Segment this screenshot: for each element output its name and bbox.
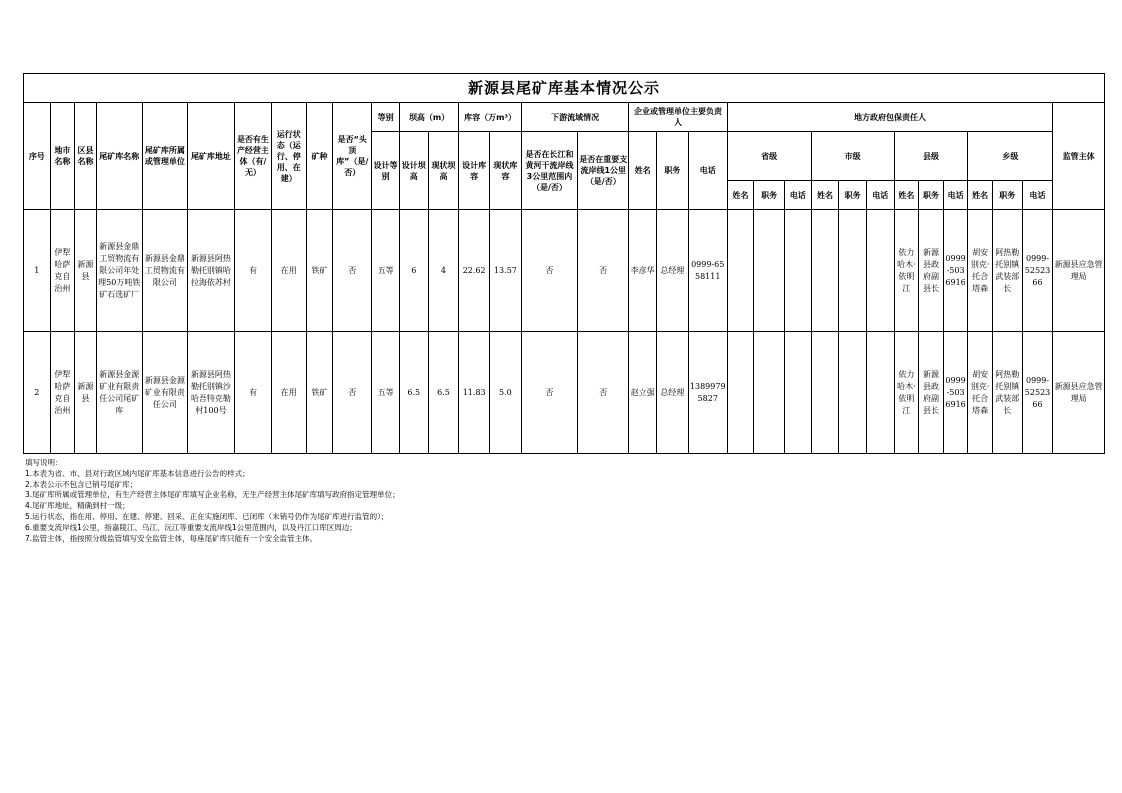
cell-design-capacity: 11.83 [459,332,490,454]
cell-township-title: 阿热勒托别镇武装部长 [992,332,1022,454]
table-title: 新源县尾矿库基本情况公示 [24,74,1105,103]
header-county-level: 县级 [894,132,968,181]
cell-township-title: 阿热勒托别镇武装部长 [992,210,1022,332]
note-line: 7.监管主体，指按照分级监管填写安全监管主体，每座尾矿库只能有一个安全监管主体。 [25,533,318,543]
cell-county: 新源县 [75,332,97,454]
cell-province-name [727,210,754,332]
cell-design-capacity: 22.62 [459,210,490,332]
cell-current-height: 4 [428,210,459,332]
header-township-phone: 电话 [1022,181,1053,210]
cell-township-phone: 0999-5252366 [1022,332,1053,454]
cell-supervisor: 新源县应急管理局 [1053,332,1105,454]
header-has-entity: 是否有生产经营主体（有/无） [235,103,272,210]
header-seq: 序号 [24,103,51,210]
note-line: 6.重要支流岸线1公里，指嘉陵江、乌江、沅江等重要支流岸线1公里范围内，以及丹江口库区周边； [25,522,357,532]
note-line: 2.本表公示不包含已销号尾矿库； [25,479,138,489]
header-county: 区县名称 [75,103,97,210]
cell-status: 在用 [271,332,306,454]
cell-city-name [811,210,839,332]
cell-company-name: 李彦华 [629,210,657,332]
header-city-level: 市级 [811,132,894,181]
header-capacity-group: 库容（万m³） [459,103,521,132]
cell-current-capacity: 5.0 [490,332,522,454]
table-row [24,210,1105,332]
cell-design-height: 6.5 [399,332,428,454]
header-gov-group: 地方政府包保责任人 [727,103,1053,132]
cell-mineral: 铁矿 [306,210,333,332]
cell-county-title: 新源县政府副县长 [919,210,944,332]
header-current-capacity: 现状库容 [490,132,522,210]
cell-province-phone [785,332,812,454]
header-grade: 设计等别 [372,132,400,210]
cell-seq: 1 [24,210,51,332]
cell-township-name: 胡安别克·托合塔森 [968,332,993,454]
cell-tributary: 否 [578,332,629,454]
cell-city-phone [866,332,894,454]
cell-has-entity: 有 [235,210,272,332]
header-province: 省级 [727,132,811,181]
cell-township-phone: 0999-5252366 [1022,210,1053,332]
cell-township-name: 胡安别克·托合塔森 [968,210,993,332]
header-company-phone: 电话 [688,132,727,210]
cell-head-dam: 否 [333,210,372,332]
header-township: 乡级 [968,132,1053,181]
note-line: 1.本表为省、市、县对行政区域内尾矿库基本信息进行公告的样式； [25,468,250,478]
header-design-capacity: 设计库容 [459,132,490,210]
cell-tributary: 否 [578,210,629,332]
cell-county: 新源县 [75,210,97,332]
header-mineral: 矿种 [306,103,333,210]
header-county-name: 姓名 [894,181,919,210]
header-company-group: 企业或管理单位主要负责人 [629,103,727,132]
header-grade-group: 等别 [372,103,400,132]
header-company-title: 职务 [657,132,689,210]
cell-design-height: 6 [399,210,428,332]
header-name: 尾矿库名称 [96,103,142,210]
header-province-title: 职务 [754,181,785,210]
cell-county-title: 新源县政府副县长 [919,332,944,454]
cell-head-dam: 否 [333,332,372,454]
header-status: 运行状态（运行、停用、在建） [271,103,306,210]
header-province-phone: 电话 [785,181,812,210]
header-city-name: 姓名 [811,181,839,210]
cell-province-phone [785,210,812,332]
cell-current-capacity: 13.57 [490,210,522,332]
cell-city-phone [866,210,894,332]
cell-address: 新源县阿热勒托别镇沙哈吾特克勒村100号 [187,332,234,454]
cell-city: 伊犁哈萨克自治州 [50,332,75,454]
cell-company-name: 赵立强 [629,332,657,454]
cell-county-name: 依力哈木·依明江 [894,332,919,454]
header-province-name: 姓名 [727,181,754,210]
header-township-title: 职务 [992,181,1022,210]
cell-supervisor: 新源县应急管理局 [1053,210,1105,332]
cell-grade: 五等 [372,332,400,454]
cell-county-phone: 0999-5036916 [943,332,968,454]
header-company-name: 姓名 [629,132,657,210]
cell-county-phone: 0999-5036916 [943,210,968,332]
cell-name: 新源县金源矿业有限责任公司尾矿库 [96,332,142,454]
cell-company-phone: 13899795827 [688,332,727,454]
header-address: 尾矿库地址 [187,103,234,210]
header-city-title: 职务 [839,181,867,210]
cell-owner: 新源县金源矿业有限责任公司 [142,332,187,454]
cell-city-name [811,332,839,454]
header-current-height: 现状坝高 [428,132,459,210]
cell-province-title [754,332,785,454]
header-dam-group: 坝高（m） [399,103,458,132]
cell-company-title: 总经理 [657,332,689,454]
header-head-dam: 是否“头顶库”（是/否） [333,103,372,210]
header-design-height: 设计坝高 [399,132,428,210]
notes-heading: 填写说明： [25,458,63,467]
cell-owner: 新源县金鼎工贸物流有限公司 [142,210,187,332]
cell-company-phone: 0999-6558111 [688,210,727,332]
cell-company-title: 总经理 [657,210,689,332]
header-owner: 尾矿库所属或管理单位 [142,103,187,210]
header-township-name: 姓名 [968,181,993,210]
fill-instructions [25,458,725,544]
cell-yangtze: 否 [521,210,577,332]
header-tributary: 是否在重要支流岸线1公里（是/否） [578,132,629,210]
cell-seq: 2 [24,332,51,454]
note-line: 5.运行状态，指在用、停用、在建、停建、回采、正在实施闭库、已闭库（未销号仍作为尾矿库进行监管的）； [25,511,389,521]
header-county-phone: 电话 [943,181,968,210]
cell-address: 新源县阿热勒托别镇哈拉海依苏村 [187,210,234,332]
header-city-phone: 电话 [866,181,894,210]
tailings-info-table [23,73,1105,454]
table-row [24,332,1105,454]
note-line: 3.尾矿库所属或管理单位，有生产经营主体尾矿库填写企业名称，无生产经营主体尾矿库填写政府指定管理单位； [25,490,400,500]
cell-mineral: 铁矿 [306,332,333,454]
header-yangtze: 是否在长江和黄河干流岸线3公里范围内（是/否） [521,132,577,210]
cell-yangtze: 否 [521,332,577,454]
cell-has-entity: 有 [235,332,272,454]
header-county-title: 职务 [919,181,944,210]
header-downstream-group: 下游流域情况 [521,103,629,132]
cell-grade: 五等 [372,210,400,332]
cell-province-title [754,210,785,332]
cell-county-name: 依力哈木·依明江 [894,210,919,332]
cell-city: 伊犁哈萨克自治州 [50,210,75,332]
cell-city-title [839,332,867,454]
header-city: 地市名称 [50,103,75,210]
header-supervisor: 监管主体 [1053,103,1105,210]
cell-city-title [839,210,867,332]
cell-name: 新源县金鼎工贸物流有限公司年处理50万吨铁矿石选矿厂 [96,210,142,332]
cell-current-height: 6.5 [428,332,459,454]
cell-status: 在用 [271,210,306,332]
cell-province-name [727,332,754,454]
note-line: 4.尾矿库地址，精确到村一级； [25,501,130,511]
